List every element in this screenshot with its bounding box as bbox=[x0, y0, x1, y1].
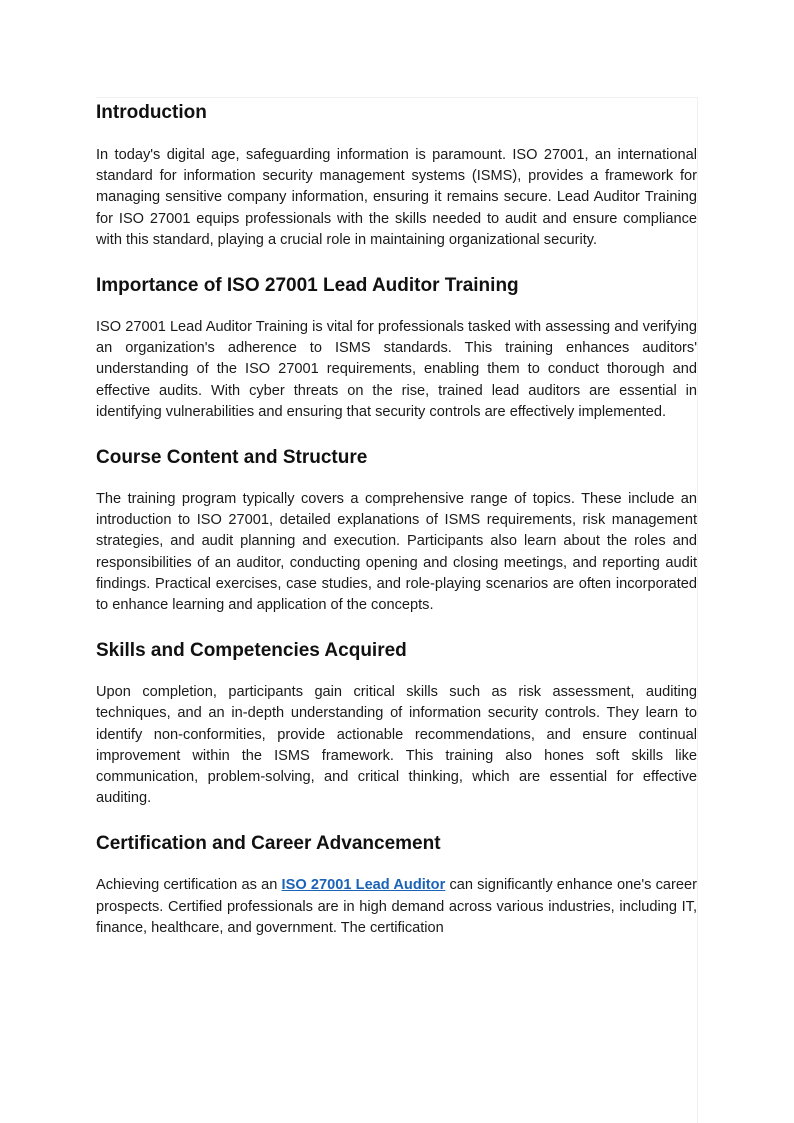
section-heading: Introduction bbox=[96, 102, 207, 123]
section-heading: Importance of ISO 27001 Lead Auditor Training bbox=[96, 275, 519, 297]
section-heading: Skills and Competencies Acquired bbox=[96, 640, 407, 662]
section-importance bbox=[96, 272, 697, 423]
section-course-content bbox=[96, 444, 697, 616]
paragraph-text-before-link: Achieving certification as an bbox=[96, 877, 282, 894]
section-paragraph: ISO 27001 Lead Auditor Training is vital for professionals tasked with assessing and verifying an organization's adherence to ISMS standards. This training enhances auditors' understanding of the ISO 27001 requirements, enabling them to conduct thorough and effective audits. With cyber threats on the rise, trained lead auditors are essential in identifying vulnerabilities and ensuring that security controls are effectively implemented. bbox=[96, 319, 697, 420]
section-paragraph bbox=[96, 875, 697, 939]
section-skills bbox=[96, 637, 697, 809]
paragraph-text-after-link: can significantly enhance one's career prospects. Certified professionals are in high demand across various industries, including IT, finance, healthcare, and government. The certification bbox=[96, 877, 697, 936]
section-paragraph: The training program typically covers a comprehensive range of topics. These include an introduction to ISO 27001, detailed explanations of ISMS requirements, risk management strategies, and audit planning and execution. Participants also learn about the roles and responsibilities of an auditor, conducting opening and closing meetings, and reporting audit findings. Practical exercises, case studies, and role-playing scenarios are often incorporated to enhance learning and application of the concepts. bbox=[96, 491, 697, 614]
section-heading: Certification and Career Advancement bbox=[96, 833, 441, 855]
iso-27001-lead-auditor-link[interactable]: ISO 27001 Lead Auditor bbox=[281, 877, 446, 894]
section-heading: Course Content and Structure bbox=[96, 447, 368, 469]
section-paragraph: Upon completion, participants gain critical skills such as risk assessment, auditing techniques, and an in-depth understanding of information security controls. They learn to identify non-conformities, provide actionable recommendations, and ensure continual improvement within the ISMS framework. This training also hones soft skills like communication, problem-solving, and critical thinking, which are essential for effective auditing. bbox=[96, 684, 697, 807]
document-content bbox=[96, 97, 698, 1123]
section-paragraph: In today's digital age, safeguarding information is paramount. ISO 27001, an international standard for information security management systems (ISMS), provides a framework for managing sensitive company information, ensuring it remains secure. Lead Auditor Training for ISO 27001 equips professionals with the skills needed to audit and ensure compliance with this standard, playing a crucial role in maintaining organizational security. bbox=[96, 147, 697, 248]
section-introduction bbox=[96, 99, 697, 251]
section-certification bbox=[96, 830, 697, 939]
